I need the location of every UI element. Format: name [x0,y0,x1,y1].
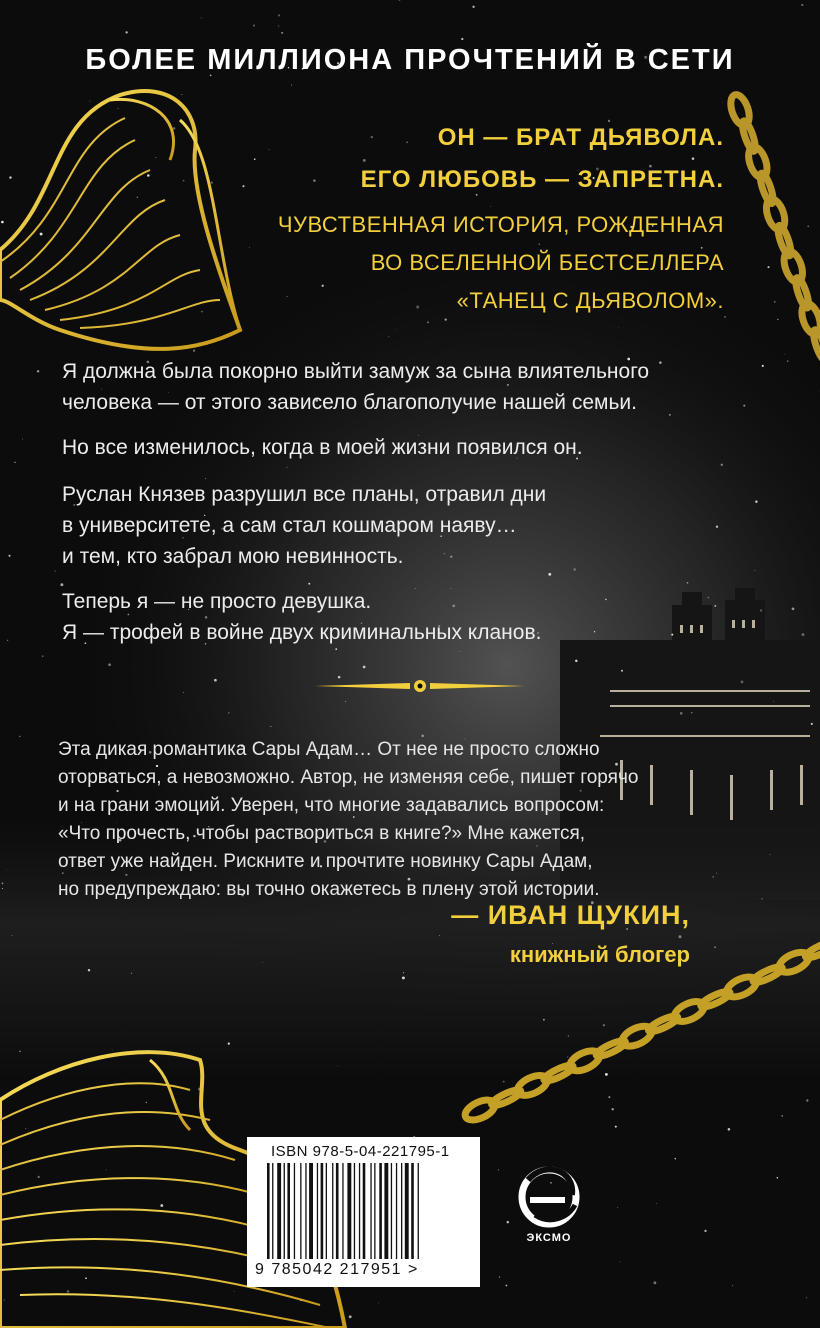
barcode-digits: 9 785042 217951 > [255,1261,419,1278]
subtitle-line-2: ВО ВСЕЛЕННОЙ БЕСТСЕЛЛЕРА [370,250,724,275]
blurb-line: Но все изменилось, когда в моей жизни появился он. [62,436,583,459]
tagline-brother-devil: ОН — БРАТ ДЬЯВОЛА. [437,124,724,151]
headline: БОЛЕЕ МИЛЛИОНА ПРОЧТЕНИЙ В СЕТИ [85,44,735,76]
subtitle-line-1: ЧУВСТВЕННАЯ ИСТОРИЯ, РОЖДЕННАЯ [277,212,724,237]
review-line: «Что прочесть, чтобы раствориться в книге?» Мне кажется, [58,823,586,844]
review-line: но предупреждаю: вы точно окажетесь в плену этой истории. [58,879,600,900]
blurb-line: и тем, кто забрал мою невинность. [62,545,404,568]
blurb-paragraph-1 [62,356,762,418]
review-line: оторваться, а невозможно. Автор, не изменяя себе, пишет горячо [58,767,639,788]
isbn-barcode [247,1137,480,1287]
blurb-paragraph-3 [62,479,762,572]
publisher-name: ЭКСМО [526,1232,572,1244]
barcode-bars-icon [267,1163,467,1259]
blurb-line: Руслан Князев разрушил все планы, отравил дни [62,483,547,506]
blurb-line: Я должна была покорно выйти замуж за сына влиятельного [62,360,650,383]
blurb-paragraph-4 [62,586,762,648]
blurb-line: Теперь я — не просто девушка. [62,590,372,613]
review-line: ответ уже найден. Рискните и прочтите новинку Сары Адам, [58,851,593,872]
blurb-line: Я — трофей в войне двух криминальных кланов. [62,621,542,644]
tagline-forbidden-love: ЕГО ЛЮБОВЬ — ЗАПРЕТНА. [360,166,724,193]
blurb-paragraph-2 [62,432,762,463]
review-author: — ИВАН ЩУКИН, [451,900,690,930]
blurb-line: в университете, а сам стал кошмаром наяву… [62,514,517,537]
blurb-line: человека — от этого зависело благополучие нашей семьи. [62,391,637,414]
isbn-number: ISBN 978-5-04-221795-1 [271,1143,450,1160]
review-author-role: книжный блогер [509,942,690,967]
review-line: и на грани эмоций. Уверен, что многие задавались вопросом: [58,795,605,816]
subtitle-line-3: «ТАНЕЦ С ДЬЯВОЛОМ». [456,288,724,313]
review-quote [58,736,758,904]
review-line: Эта дикая романтика Сары Адам… От нее не просто сложно [58,739,600,760]
